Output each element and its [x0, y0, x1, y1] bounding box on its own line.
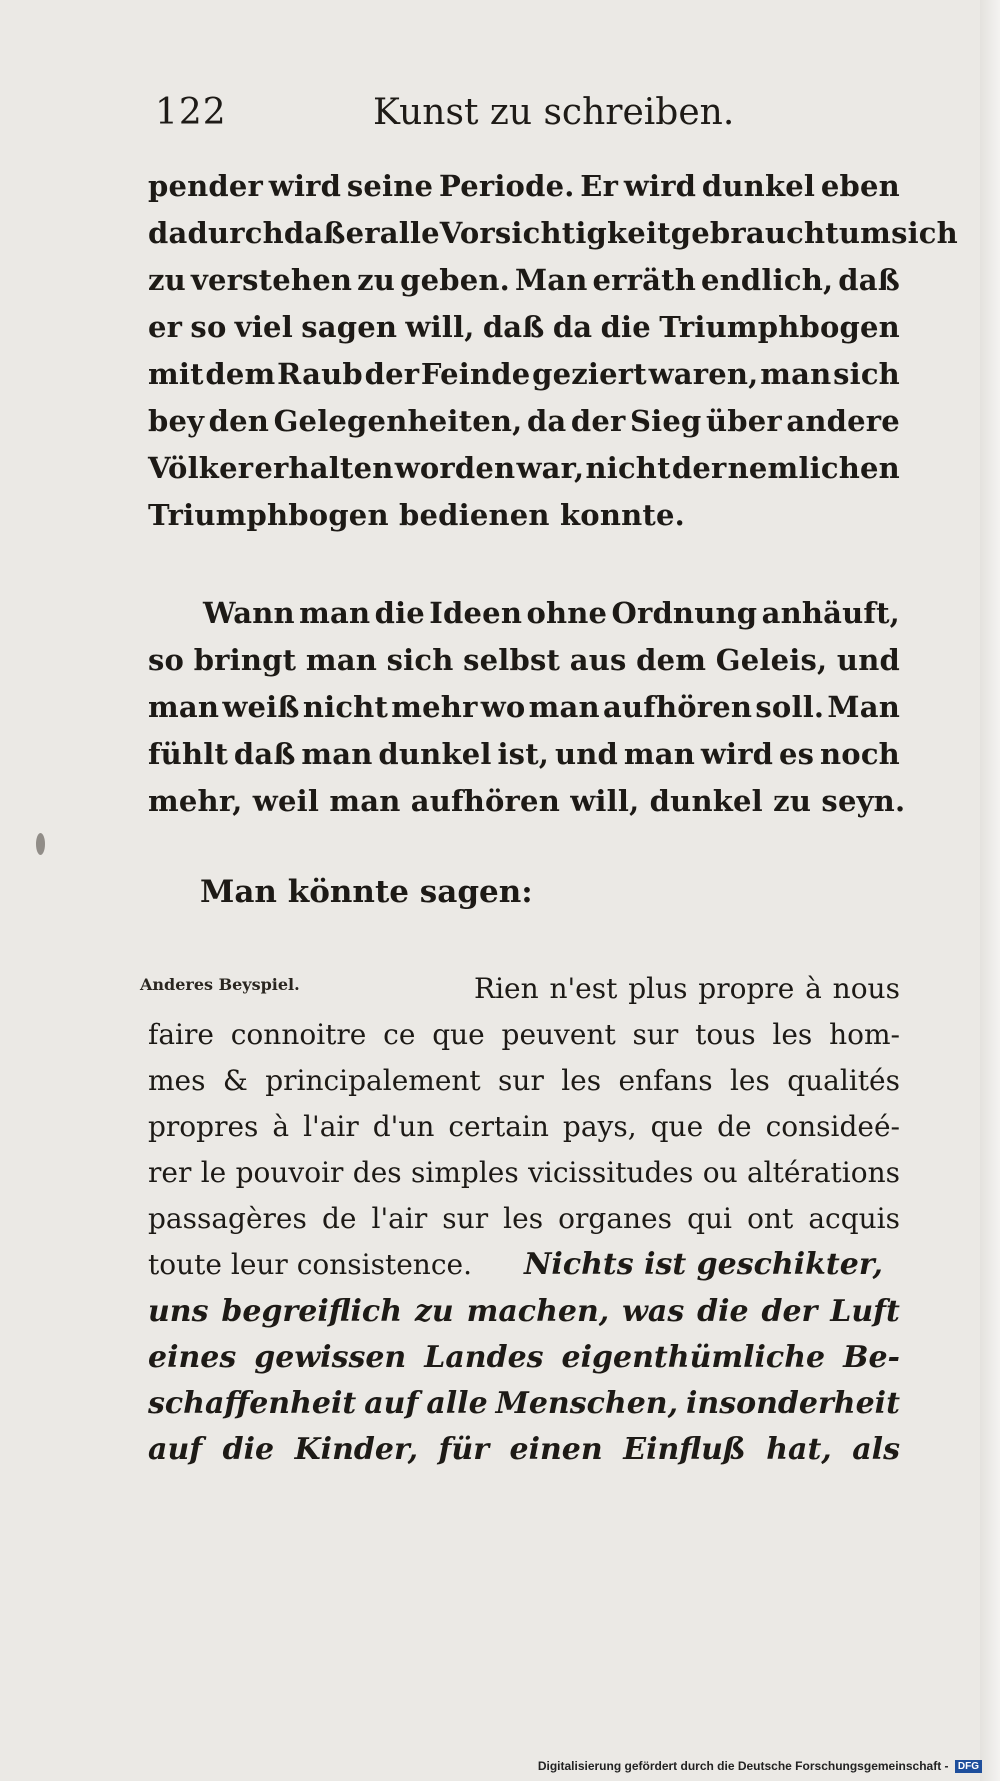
word: hom- [829, 1018, 900, 1051]
word: qualités [787, 1064, 900, 1097]
word: sich [386, 643, 454, 677]
page-number: 122 [155, 92, 227, 133]
word: weiß [222, 690, 300, 724]
word: Feinde [420, 357, 531, 391]
word: alle [379, 216, 440, 250]
word: mes [148, 1064, 206, 1097]
word: dadurch [148, 216, 284, 250]
word: man [301, 737, 373, 771]
word: que [650, 1110, 704, 1143]
word: certain [448, 1110, 549, 1143]
word: nicht [302, 690, 389, 724]
footer-text: Digitalisierung gefördert durch die Deutsche Forschungsgemeinschaft - [537, 1758, 949, 1773]
word: als [852, 1432, 900, 1467]
word: es [778, 737, 815, 771]
german-translation [148, 1289, 900, 1473]
word: aus [569, 643, 627, 677]
running-title: Kunst zu schreiben. [373, 92, 735, 133]
word: les [729, 1064, 770, 1097]
word: sich [891, 216, 958, 250]
word: soll. [755, 690, 825, 724]
ink-speck [36, 833, 45, 855]
word: ohne [526, 596, 608, 630]
word: principalement [265, 1064, 481, 1097]
word: erräth [592, 263, 696, 297]
french-quote [148, 966, 900, 1288]
word: que [432, 1018, 485, 1051]
word: worden [394, 451, 516, 485]
word: fühlt [148, 737, 229, 771]
word: à [805, 972, 822, 1005]
word: die [374, 596, 425, 630]
word: anhäuft, [761, 596, 900, 630]
word: dem [205, 357, 276, 391]
digitization-footer [538, 1759, 982, 1773]
word: n'est [549, 972, 618, 1005]
word: so [148, 643, 185, 677]
word: waren, [648, 357, 759, 391]
word: daß [283, 216, 346, 250]
word: passagères [148, 1202, 307, 1235]
word: Triumphbogen [659, 310, 900, 344]
text-line [148, 163, 900, 210]
word: Raub [277, 357, 363, 391]
text-line [148, 257, 900, 304]
word: noch [820, 737, 900, 771]
word: Luft [830, 1294, 900, 1329]
word: acquis [808, 1202, 900, 1235]
word: Wann [203, 596, 295, 630]
word: des [352, 1156, 402, 1189]
word: die [600, 310, 651, 344]
word: man [299, 596, 371, 630]
text-line [148, 1104, 900, 1150]
dfg-logo-icon: DFG [955, 1760, 982, 1773]
word: altérations [746, 1156, 900, 1189]
page-header [155, 92, 900, 142]
word: consideé- [765, 1110, 900, 1143]
text-line [148, 1150, 900, 1196]
word: Man [514, 263, 588, 297]
word: dunkel [701, 169, 816, 203]
text-line [148, 445, 900, 492]
text-line [148, 966, 900, 1012]
word: aufhören [603, 690, 753, 724]
word: alle [426, 1386, 488, 1421]
word: nemlichen [727, 451, 900, 485]
word: zu [357, 263, 396, 297]
word: über [705, 404, 782, 438]
word: daß [233, 737, 296, 771]
word: Ordnung [611, 596, 758, 630]
word: erhalten [254, 451, 394, 485]
word: wird [700, 737, 774, 771]
word: propre [698, 972, 795, 1005]
word: & [222, 1064, 248, 1097]
word: zu [414, 1294, 454, 1329]
word: Kinder, [294, 1432, 419, 1467]
word: wird [623, 169, 697, 203]
word: gebraucht [670, 216, 839, 250]
word: man [760, 357, 832, 391]
word: de [321, 1202, 357, 1235]
text-line [148, 1381, 900, 1427]
word: mehr [391, 690, 478, 724]
text-line [148, 1058, 900, 1104]
word: ou [702, 1156, 738, 1189]
word: ont [747, 1202, 794, 1235]
paper-edge [980, 0, 1000, 1781]
word: der [761, 1294, 818, 1329]
word: sur [632, 1018, 679, 1051]
text-line: mehr, weil man aufhören will, dunkel zu seyn. [148, 784, 906, 818]
word: will, [405, 310, 475, 344]
word: Sieg [630, 404, 702, 438]
text-line [148, 1427, 900, 1473]
text-line [148, 1242, 900, 1288]
word: der [671, 451, 727, 485]
word: pouvoir [235, 1156, 344, 1189]
word: der [570, 404, 626, 438]
word: nous [832, 972, 900, 1005]
word: die [222, 1432, 275, 1467]
section-heading: Man könnte sagen: [200, 874, 533, 910]
word: man [528, 690, 600, 724]
word: d'un [372, 1110, 435, 1143]
word: vicissitudes [528, 1156, 694, 1189]
word: Menschen, [495, 1386, 679, 1421]
word: Periode. [438, 169, 575, 203]
word: Völker [148, 451, 254, 485]
word: machen, [466, 1294, 610, 1329]
text-line [148, 1335, 900, 1381]
word: de [717, 1110, 752, 1143]
word: nicht [585, 451, 671, 485]
word: ce [383, 1018, 416, 1051]
word: mit [148, 357, 204, 391]
word: sich [833, 357, 900, 391]
word: qui [687, 1202, 732, 1235]
word: rer [148, 1156, 192, 1189]
word: verstehen [190, 263, 353, 297]
word: dunkel [378, 737, 492, 771]
word: bringt [193, 643, 297, 677]
word: da [552, 310, 593, 344]
word: Ideen [429, 596, 523, 630]
word: les [561, 1064, 602, 1097]
word: Be- [843, 1340, 900, 1375]
word: sur [442, 1202, 489, 1235]
word: auf [364, 1386, 419, 1421]
text-line [148, 1196, 900, 1242]
word: Vorsichtigkeit [439, 216, 671, 250]
word: bey [148, 404, 205, 438]
word: sagen [301, 310, 398, 344]
word: die [697, 1294, 749, 1329]
word: zu [148, 263, 186, 297]
word: pays, [562, 1110, 637, 1143]
word: Gelegenheiten, [273, 404, 523, 438]
text-line [148, 637, 900, 684]
word: um [838, 216, 892, 250]
word: war, [516, 451, 585, 485]
word: Landes [424, 1340, 544, 1375]
word: seine [346, 169, 434, 203]
word: einen [509, 1432, 603, 1467]
word: les [772, 1018, 813, 1051]
word: er [345, 216, 380, 250]
word: l'air [303, 1110, 359, 1143]
word: pender [148, 169, 264, 203]
word: so [190, 310, 227, 344]
text-line [148, 210, 958, 257]
word: le [200, 1156, 227, 1189]
word: connoitre [230, 1018, 367, 1051]
word: organes [558, 1202, 672, 1235]
text-line [148, 1012, 900, 1058]
text-line [148, 731, 900, 778]
word: hat, [766, 1432, 832, 1467]
word: insonderheit [686, 1386, 900, 1421]
word: viel [234, 310, 293, 344]
word: l'air [371, 1202, 428, 1235]
word: uns [148, 1294, 209, 1329]
word: les [503, 1202, 544, 1235]
word: daß [482, 310, 545, 344]
word: eben [820, 169, 900, 203]
word: für [438, 1432, 490, 1467]
word: daß [838, 263, 900, 297]
text-line [148, 304, 900, 351]
text-line [148, 684, 900, 731]
word: sur [498, 1064, 544, 1097]
text-line [148, 398, 900, 445]
word: faire [148, 1018, 214, 1051]
word: er [148, 310, 183, 344]
word: endlich, [701, 263, 834, 297]
word: selbst [463, 643, 561, 677]
word: schaffenheit [148, 1386, 357, 1421]
word: man [623, 737, 695, 771]
german-inline-text: Nichts ist geschikter, [524, 1247, 883, 1282]
word: Er [580, 169, 619, 203]
word: was [622, 1294, 685, 1329]
word: peuvent [501, 1018, 616, 1051]
word: und [554, 737, 618, 771]
word: man [305, 643, 377, 677]
french-last-text: toute leur consistence. [148, 1248, 472, 1281]
word: simples [411, 1156, 519, 1189]
word: gewissen [254, 1340, 407, 1375]
word: der [364, 357, 420, 391]
word: geben. [400, 263, 510, 297]
word: wird [268, 169, 342, 203]
text-line [148, 590, 900, 637]
word: enfans [618, 1064, 713, 1097]
word: auf [148, 1432, 203, 1467]
word: andere [786, 404, 900, 438]
word: plus [628, 972, 688, 1005]
word: eines [148, 1340, 237, 1375]
word: à [272, 1110, 290, 1143]
word: Geleis, [715, 643, 828, 677]
text-line [148, 351, 900, 398]
margin-note: Anderes Beyspiel. [140, 975, 300, 994]
word: tous [695, 1018, 756, 1051]
word: begreiflich [221, 1294, 403, 1329]
word: Einfluß [623, 1432, 746, 1467]
paragraph-2 [148, 590, 906, 825]
word: eigenthümliche [561, 1340, 826, 1375]
word: Rien [474, 972, 539, 1005]
word: man [148, 690, 220, 724]
word: und [836, 643, 900, 677]
word: dem [636, 643, 707, 677]
paragraph-1 [148, 163, 958, 539]
word: geziert [532, 357, 647, 391]
text-line [148, 1289, 900, 1335]
word: wo [480, 690, 526, 724]
word: ist, [497, 737, 550, 771]
text-line: Triumphbogen bedienen konnte. [148, 498, 685, 532]
word: da [526, 404, 567, 438]
word: propres [148, 1110, 259, 1143]
word: den [208, 404, 270, 438]
word: Man [827, 690, 900, 724]
